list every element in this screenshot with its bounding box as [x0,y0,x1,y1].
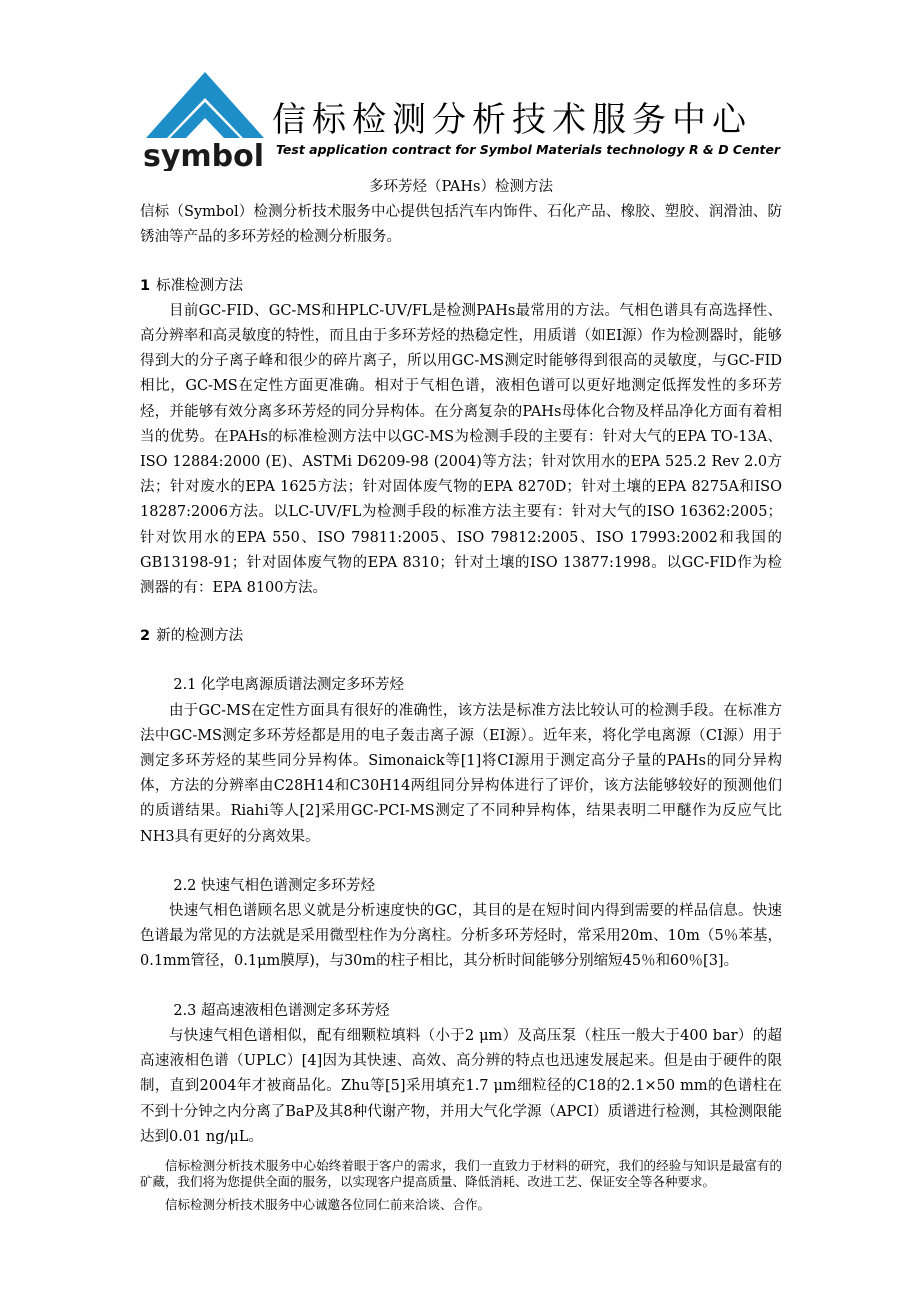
section-2-1-heading: 2.1 化学电离源质谱法测定多环芳烃 [173,677,405,694]
section-2-1-paragraph: 由于GC-MS在定性方面具有很好的准确性，该方法是标准方法比较认可的检测手段。在标准方法中GC-MS测定多环芳烃都是用的电子轰击离子源（EI源）。近年来，将化学电离源（CI源）用于测定多环芳烃的某些同分异构体。Simonaick等[1]将CI源用于测定高分子量的PAHs的同分异构体，方法的分辨率由C28H14和C30H14两组同分异构体进行了评价，该方法能够较好的预测他们的质谱结果。Riahi等人[2]采用GC-PCI-MS测定了不同种异构体，结果表明二甲醚作为反应气比NH3具有更好的分离效果。 [140,702,782,845]
section-2-2-heading: 2.2 快速气相色谱测定多环芳烃 [173,877,376,894]
intro-paragraph: 信标（Symbol）检测分析技术服务中心提供包括汽车内饰件、石化产品、橡胶、塑胶、润滑油、防锈油等产品的多环芳烃的检测分析服务。 [140,204,782,246]
organization-subtitle: Test application contract for Symbol Materials technology R & D Center [276,142,781,157]
footer-statement: 信标检测分析技术服务中心始终着眼于客户的需求，我们一直致力于材料的研究，我们的经验与知识是最富有的矿藏，我们将为您提供全面的服务，以实现客户提高质量、降低消耗、改进工艺、保证安全等各种要求。 [140,1157,782,1190]
document-body [140,175,782,1213]
section-2-3-paragraph: 与快速气相色谱相似，配有细颗粒填料（小于2 μm）及高压泵（柱压一般大于400 bar）的超高速液相色谱（UPLC）[4]因为其快速、高效、高分辨的特点也迅速发展起来。但是由于硬件的限制，直到2004年才被商品化。Zhu等[5]采用填充1.7 μm细粒径的C18的2.1×50 mm的色谱柱在不到十分钟之内分离了BaP及其8种代谢产物，并用大气化学源（APCI）质谱进行检测，其检测限能达到0.01 ng/μL。 [140,1027,782,1145]
symbol-logo [140,66,265,171]
section-2-3-heading: 2.3 超高速液相色谱测定多环芳烃 [173,1002,390,1019]
organization-name: 信标检测分析技术服务中心 [272,100,752,140]
document-title: 多环芳烃（PAHs）检测方法 [369,179,553,195]
footer [140,1158,782,1214]
section-1-heading [140,274,782,299]
logo-text: symbol [143,139,265,171]
section-2-2-paragraph: 快速气相色谱顾名思义就是分析速度快的GC，其目的是在短时间内得到需要的样品信息。快速色谱最为常见的方法就是采用微型柱作为分离柱。分析多环芳烃时，常采用20m、10m（5％苯基，0.1mm管径，0.1μm膜厚)，与30m的柱子相比，其分析时间能够分别缩短45％和60％[3]。 [140,903,782,970]
section-2-number: 2 [140,628,151,645]
section-2-heading [140,624,782,649]
footer-invitation: 信标检测分析技术服务中心诚邀各位同仁前来洽谈、合作。 [165,1196,491,1212]
section-1-paragraph: 目前GC-FID、GC-MS和HPLC-UV/FL是检测PAHs最常用的方法。气相色谱具有高选择性、高分辨率和高灵敏度的特性，而且由于多环芳烃的热稳定性，用质谱（如EI源）作为检测器时，能够得到大的分子离子峰和很少的碎片离子，所以用GC-MS测定时能够得到很高的灵敏度，与GC-FID相比，GC-MS在定性方面更准确。相对于气相色谱，液相色谱可以更好地测定低挥发性的多环芳烃，并能够有效分离多环芳烃的同分异构体。在分离复杂的PAHs母体化合物及样品净化方面有着相当的优势。在PAHs的标准检测方法中以GC-MS为检测手段的主要有：针对大气的EPA TO-13A、ISO 12884:2000 (E)、ASTMi D6209-98 (2004)等方法；针对饮用水的EPA 525.2 Rev 2.0方法；针对废水的EPA 1625方法；针对固体废气物的EPA 8270D；针对土壤的EPA 8275A和ISO 18287:2006方法。以LC-UV/FL为检测手段的标准方法主要有：针对大气的ISO 16362:2005；针对饮用水的EPA 550、ISO 79811:2005、ISO 79812:2005、ISO 17993:2002和我国的GB13198-91；针对固体废气物的EPA 8310；针对土壤的ISO 13877:1998。以GC-FID作为检测器的有：EPA 8100方法。 [140,302,782,597]
section-2-title: 新的检测方法 [156,628,244,645]
section-1-title: 标准检测方法 [156,277,244,294]
section-1-number: 1 [140,277,151,294]
